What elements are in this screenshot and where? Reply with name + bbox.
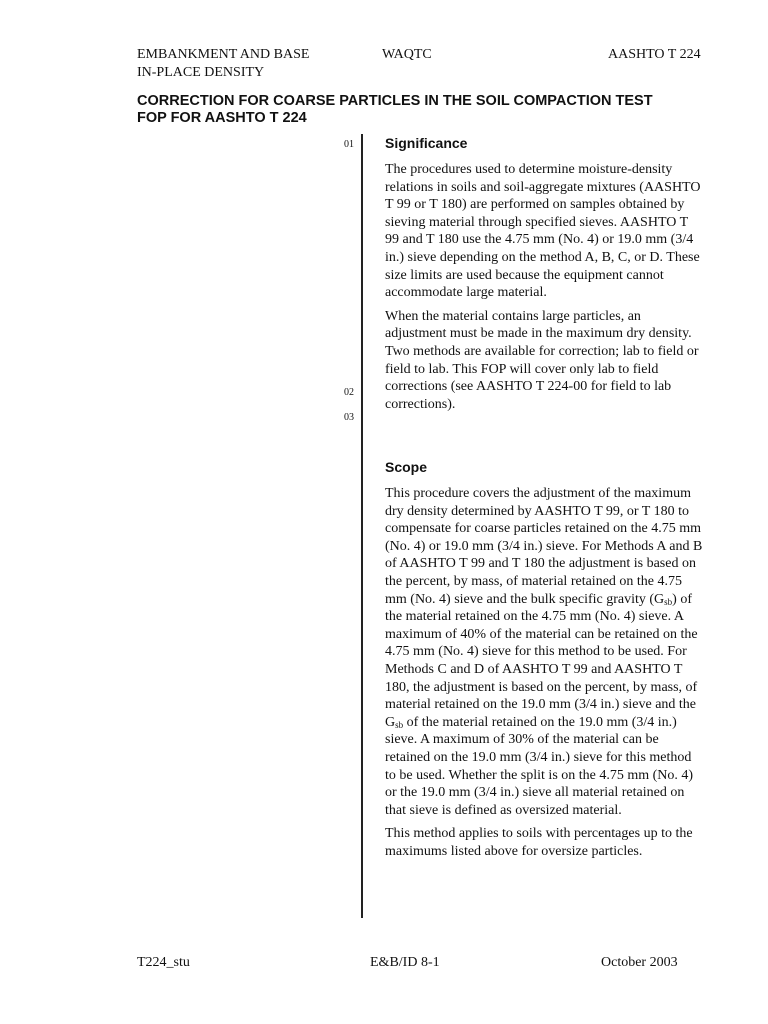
header-left — [137, 46, 309, 82]
title-line2: FOP FOR AASHTO T 224 — [137, 110, 307, 126]
scope-heading: Scope — [385, 459, 428, 475]
header-right: AASHTO T 224 — [608, 47, 701, 62]
significance-heading: Significance — [385, 135, 468, 151]
page-title — [137, 93, 717, 127]
margin-number-02: 02 — [344, 387, 354, 398]
scope-section — [385, 458, 703, 860]
scope-text-part-2: ) of the material retained on the 4.75 mm (No. 4) sieve. A maximum of 40% of the material can be retained on the 4.75 mm (No. 4) sieve for this method to be used. For Methods C and D of AASHTO T 99 and AASHTO T 180, the adjustment is based on the percent, by mass, of material retained on the 19.0 mm (3/4 in.) sieve and the G — [385, 591, 698, 730]
title-line1: CORRECTION FOR COARSE PARTICLES IN THE SOIL COMPACTION TEST — [137, 93, 653, 109]
header-left-line2: IN-PLACE DENSITY — [137, 65, 265, 80]
scope-paragraph-1 — [385, 485, 703, 819]
footer-center: E&B/ID 8-1 — [370, 955, 440, 970]
scope-text-part-3: of the material retained on the 19.0 mm (3/4 in.) sieve. A maximum of 30% of the material can be retained on the 19.0 mm (3/4 in.) sieve for this method to be used. Whether the split is on the 4.75 mm (No. 4) or the 19.0 mm (3/4 in.) sieve all material retained on that sieve is defined as oversized material. — [385, 714, 694, 818]
scope-paragraph-2: This method applies to soils with percentages up to the maximums listed above for oversize particles. — [385, 826, 693, 859]
margin-number-03: 03 — [344, 412, 354, 423]
significance-paragraph-1: The procedures used to determine moisture-density relations in soils and soil-aggregate mixtures (AASHTO T 99 or T 180) are performed on samples obtained by sieving material through specified sieves. AASHTO T 99 and T 180 use the 4.75 mm (No. 4) or 19.0 mm (3/4 in.) sieve depending on the method A, B, C, or D. These size limits are used because the equipment cannot accommodate large material. — [385, 162, 701, 301]
scope-text-part-1: This procedure covers the adjustment of the maximum dry density determined by AASHTO T 99, or T 180 to compensate for coarse particles retained on the 4.75 mm (No. 4) or 19.0 mm (3/4 in.) sieve. For Methods A and B of AASHTO T 99 and T 180 the adjustment is based on the percent, by mass, of material retained on the 4.75 mm (No. 4) sieve and the bulk specific gravity (G — [385, 486, 703, 607]
header-left-line1: EMBANKMENT AND BASE — [137, 47, 310, 62]
gsb-subscript-1: sb — [664, 596, 673, 607]
margin-number-01: 01 — [344, 139, 354, 150]
footer-right: October 2003 — [601, 955, 678, 970]
significance-section — [385, 134, 703, 413]
footer-left: T224_stu — [137, 955, 190, 970]
header-center: WAQTC — [382, 47, 432, 62]
revision-bar — [361, 134, 363, 918]
gsb-subscript-2: sb — [395, 719, 404, 730]
significance-paragraph-2: When the material contains large particles, an adjustment must be made in the maximum dry density. Two methods are available for correction; lab to field or field to lab. This FOP will cover only lab to field corrections (see AASHTO T 224-00 for field to lab corrections). — [385, 308, 699, 412]
